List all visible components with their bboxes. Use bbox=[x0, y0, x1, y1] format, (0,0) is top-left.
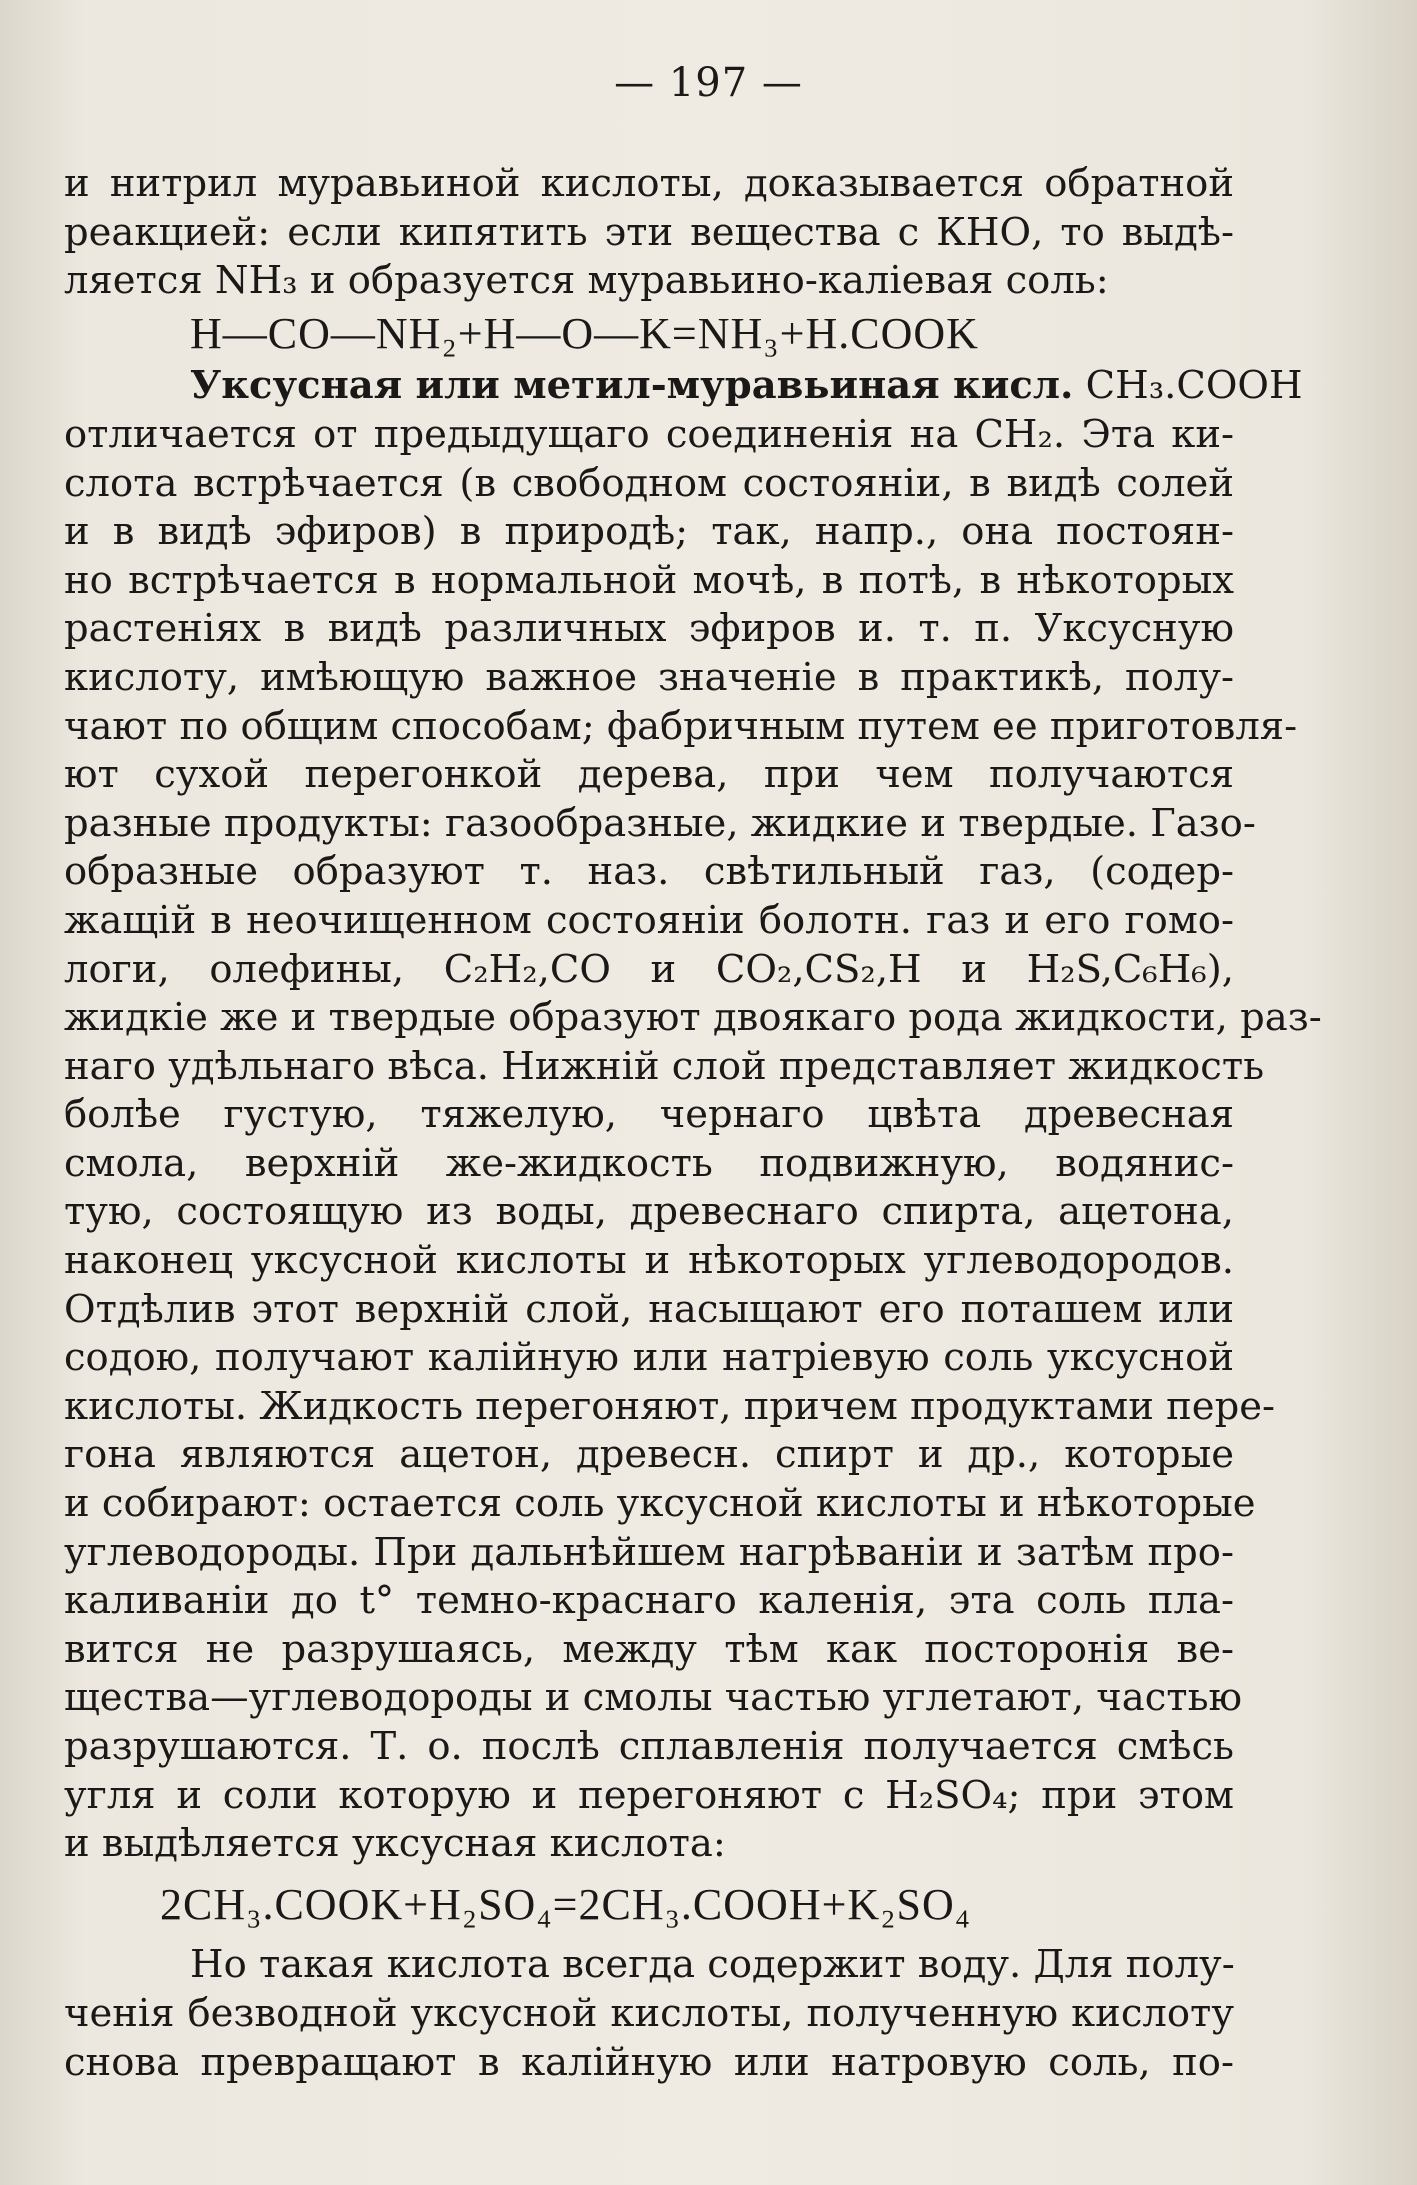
section-heading: Уксусная или метил-муравьиная кисл. bbox=[190, 363, 1074, 409]
text-line: смола, верхній же-жидкость подвижную, водянис- bbox=[64, 1140, 1234, 1186]
text-line: болѣе густую, тяжелую, чернаго цвѣта древесная bbox=[64, 1092, 1234, 1138]
text-line: ченія безводной уксусной кислоты, полученную кислоту bbox=[64, 1990, 1234, 2036]
text-line: растеніях в видѣ различных эфиров и. т. п. Уксусную bbox=[64, 606, 1234, 652]
text-line: Но такая кислота всегда содержит воду. Для полу- bbox=[190, 1942, 1235, 1988]
text-line: логи, олефины, C₂H₂,CO и CO₂,CS₂,H и H₂S,C₆H₆), bbox=[64, 946, 1234, 992]
text-line: наконец уксусной кислоты и нѣкоторых углеводородов. bbox=[64, 1238, 1234, 1284]
text-line: и собирают: остается соль уксусной кислоты и нѣкоторые bbox=[64, 1481, 1256, 1527]
text-line: кислоту, имѣющую важное значеніе в практикѣ, полу- bbox=[64, 654, 1234, 700]
text-line: ют сухой перегонкой дерева, при чем получаются bbox=[64, 752, 1234, 798]
text-line: разные продукты: газообразные, жидкие и твердые. Газо- bbox=[64, 800, 1256, 846]
text-line: кислоты. Жидкость перегоняют, причем продуктами пере- bbox=[64, 1383, 1276, 1429]
text-line: и выдѣляется уксусная кислота: bbox=[64, 1821, 726, 1867]
text-line: угля и соли которую и перегоняют с H₂SO₄; при этом bbox=[64, 1772, 1234, 1818]
section-heading-line bbox=[64, 362, 1303, 411]
text-line: образные образуют т. наз. свѣтильный газ, (содер- bbox=[64, 849, 1234, 895]
text-line: углеводороды. При дальнѣйшем нагрѣваніи и затѣм про- bbox=[64, 1529, 1234, 1575]
text-line: чают по общим способам; фабричным путем ее приготовля- bbox=[64, 703, 1298, 749]
text-line: жидкіе же и твердые образуют двоякаго рода жидкости, раз- bbox=[64, 995, 1322, 1041]
text-line: отличается от предыдущаго соединенія на CH₂. Эта ки- bbox=[64, 411, 1234, 457]
text-line: жащій в неочищенном состояніи болотн. газ и его гомо- bbox=[64, 897, 1234, 943]
text-line: тую, состоящую из воды, древеснаго спирта, ацетона, bbox=[64, 1189, 1234, 1235]
page-number: — 197 — bbox=[614, 60, 803, 106]
text-line: но встрѣчается в нормальной мочѣ, в потѣ, в нѣкоторых bbox=[64, 557, 1234, 603]
text-line: наго удѣльнаго вѣса. Нижній слой представляет жидкость bbox=[64, 1043, 1265, 1089]
acetic-acid-formula: CH₃.COOH bbox=[1085, 363, 1303, 409]
text-line: Отдѣлив этот верхній слой, насыщают его поташем или bbox=[64, 1286, 1234, 1332]
text-line: слота встрѣчается (в свободном состояніи, в видѣ солей bbox=[64, 460, 1234, 506]
text-line: ляется NH₃ и образуется муравьино-каліевая соль: bbox=[64, 258, 1109, 304]
text-line: каливаніи до t° темно-краснаго каленія, эта соль пла- bbox=[64, 1578, 1234, 1624]
text-line: снова превращают в калійную или натровую соль, по- bbox=[64, 2039, 1234, 2085]
formula-acetic-acid-release: 2CH₃.COOK+H₂SO₄=2CH₃.COOH+K₂SO₄ bbox=[160, 1879, 972, 1929]
text-line: реакцией: если кипятить эти вещества с КНО, то выдѣ- bbox=[64, 209, 1234, 255]
text-line: вится не разрушаясь, между тѣм как посторонія ве- bbox=[64, 1626, 1234, 1672]
text-line: щества—углеводороды и смолы частью углетают, частью bbox=[64, 1675, 1243, 1721]
text-line: гона являются ацетон, древесн. спирт и др., которые bbox=[64, 1432, 1234, 1478]
formula-nitrile-hydrolysis: H—CO—NH₂+H—O—K=NH₃+H.COOK bbox=[190, 308, 979, 358]
text-line: разрушаются. Т. о. послѣ сплавленія получается смѣсь bbox=[64, 1724, 1234, 1769]
text-line: и нитрил муравьиной кислоты, доказывается обратной bbox=[64, 161, 1234, 206]
text-line: и в видѣ эфиров) в природѣ; так, напр., она постоян- bbox=[64, 509, 1234, 555]
page-body bbox=[64, 160, 1322, 2087]
text-line: содою, получают калійную или натріевую соль уксусной bbox=[64, 1335, 1234, 1381]
